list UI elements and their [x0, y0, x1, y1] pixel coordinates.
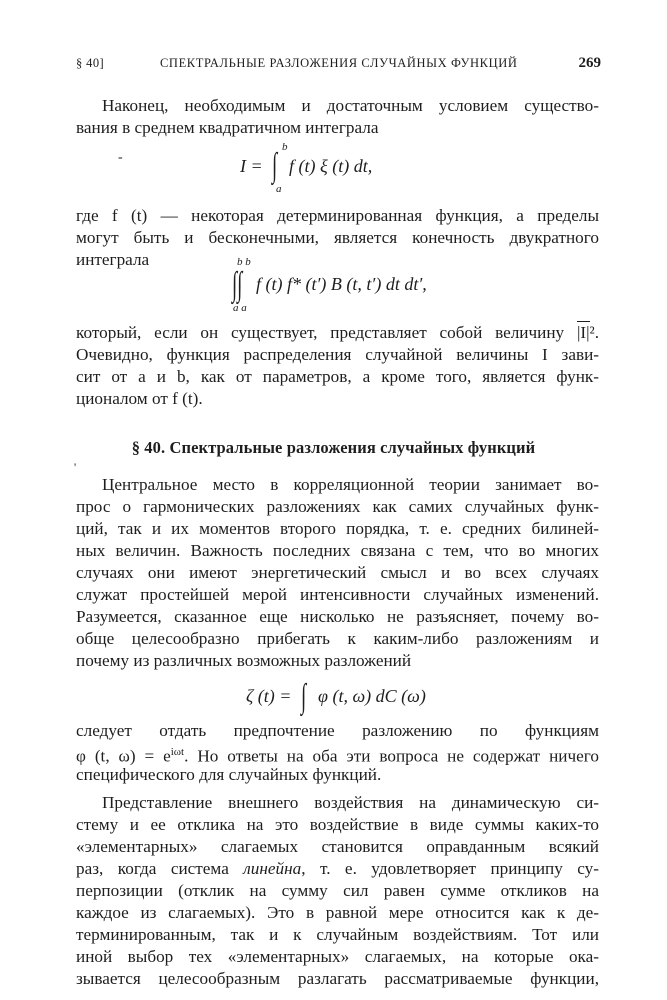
text-line: Очевидно, функция распределения случайной величины I зави-: [76, 345, 599, 364]
formula-integrand: φ (t, ω) dC (ω): [318, 686, 426, 706]
formula-lhs: ζ (t) =: [246, 686, 292, 706]
text-line: перпозиции (отклик на сумму сил равен сумме откликов на: [76, 881, 599, 900]
text-line: вания в среднем квадратичном интеграла: [76, 118, 379, 137]
text-line: ций, так и их моментов второго порядка, т. е. средних билиней-: [76, 519, 599, 538]
text-line: обще целесообразно прибегать к каким-либо разложениям и: [76, 629, 599, 648]
text-line: стему и ее отклика на это воздействие в виде суммы каких-то: [76, 815, 599, 834]
lower-limit: a: [276, 183, 282, 195]
section-heading: § 40. Спектральные разложения случайных функций: [131, 438, 536, 457]
integral-sign: ∫∫: [232, 266, 243, 303]
text-fragment: раз, когда система: [76, 859, 244, 878]
text-line: [76, 322, 599, 344]
formula-integrand: f (t) ξ (t) dt,: [289, 156, 373, 176]
formula-lhs: I =: [240, 156, 263, 176]
stray-mark: ': [74, 460, 77, 474]
upper-limits: b b: [237, 256, 251, 268]
stray-mark: -: [118, 150, 123, 165]
text-fragment: ².: [589, 323, 599, 342]
text-line: Наконец, необходимым и достаточным условием существо-: [102, 96, 599, 115]
running-head-title: СПЕКТРАЛЬНЫЕ РАЗЛОЖЕНИЯ СЛУЧАЙНЫХ ФУНКЦИЙ: [160, 56, 518, 70]
text-line: ционалом от f (t).: [76, 389, 203, 408]
text-fragment: который, если он существует, представляет собой величину: [76, 323, 577, 342]
integral-sign: ∫: [301, 678, 307, 715]
running-head: [0, 54, 667, 78]
text-line: иной выбор тех «элементарных» слагаемых, на которые ока-: [76, 947, 599, 966]
text-line: интеграла: [76, 250, 150, 269]
mean-square-magnitude: |I|: [576, 323, 590, 342]
text-fragment: φ (t, ω) = e: [76, 746, 171, 766]
text-fragment: . Но ответы на оба эти вопроса не содержат ничего: [184, 746, 599, 766]
running-head-section: § 40]: [76, 56, 105, 70]
text-line: Разумеется, сказанное еще нисколько не разъясняет, почему во-: [76, 607, 599, 626]
text-line: почему из различных возможных разложений: [76, 651, 412, 670]
text-line: случаях они имеют энергетический смысл и во всех случаях: [76, 563, 599, 582]
formula-integrand: f (t) f* (t′) B (t, t′) dt dt′,: [256, 274, 427, 294]
text-line: каждое из слагаемых). Это в равной мере относится как к де-: [76, 903, 599, 922]
text-line: терминированным, так и к случайным воздействиям. Тот или: [76, 925, 599, 944]
text-line: Представление внешнего воздействия на динамическую си-: [102, 793, 599, 812]
exponent: iωt: [170, 746, 185, 758]
lower-limits: a a: [233, 302, 247, 314]
text-line: Центральное место в корреляционной теории занимает во-: [102, 475, 599, 494]
text-line: могут быть и бесконечными, является конечность двукратного: [76, 228, 599, 247]
text-line: зывается целесообразным разлагать рассматриваемые функции,: [76, 969, 599, 988]
integral-sign: ∫: [272, 147, 278, 184]
text-line: ных величин. Важность последних связана с тем, что во многих: [76, 541, 599, 560]
emphasis: линейна: [243, 859, 302, 878]
text-line: [76, 858, 599, 880]
text-line: следует отдать предпочтение разложению по функциям: [76, 721, 599, 740]
page-number: 269: [578, 55, 601, 71]
text-line: сит от a и b, как от параметров, а кроме того, является функ-: [76, 367, 599, 386]
text-line: прос о гармонических разложениях как самих случайных функ-: [76, 497, 599, 516]
upper-limit: b: [282, 141, 288, 153]
text-line: «элементарных» слагаемых становится оправданным всякий: [76, 837, 599, 856]
text-line: служат простейшей мерой интенсивности случайных изменений.: [76, 585, 599, 604]
text-line: где f (t) — некоторая детерминированная функция, а пределы: [76, 206, 599, 225]
text-fragment: , т. е. удовлетворяет принципу су-: [301, 859, 599, 878]
text-line: специфического для случайных функций.: [76, 765, 382, 784]
